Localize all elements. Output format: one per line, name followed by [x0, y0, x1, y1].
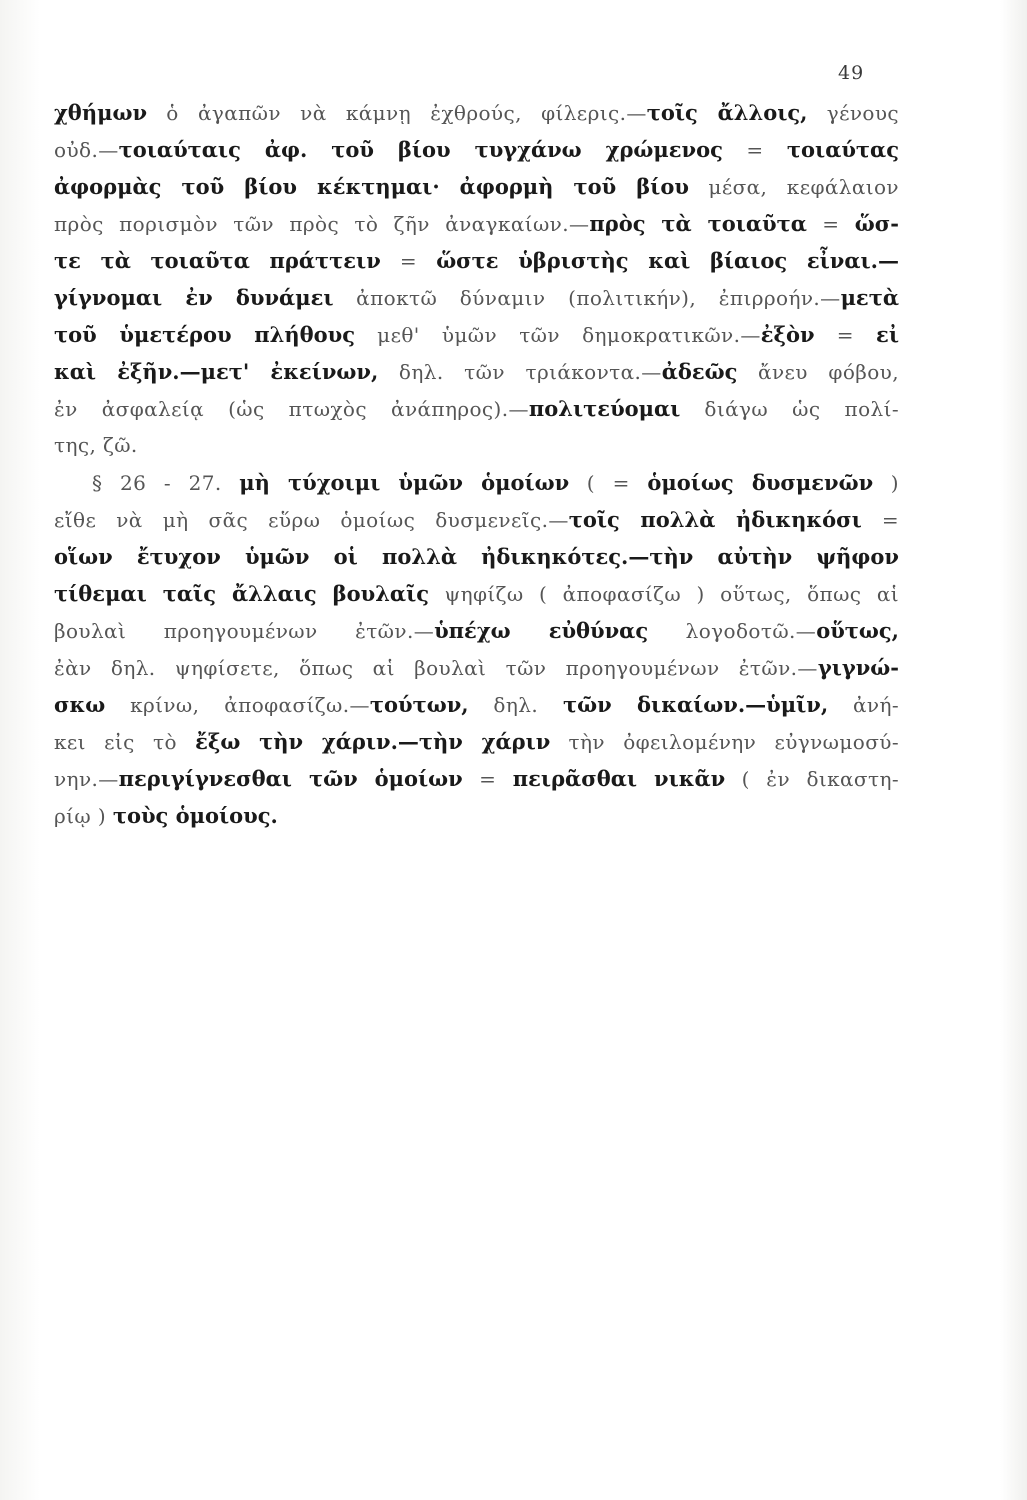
gloss-text: ἐν ἀσφαλείᾳ (ὡς πτωχὸς ἀνάπηρος).— — [54, 397, 529, 421]
lemma-term: πρὸς τὰ τοιαῦτα — [589, 211, 807, 236]
gloss-text: ρίῳ ) — [54, 804, 113, 828]
gloss-text: γένους — [807, 101, 899, 125]
gloss-text: ψηφίζω ( ἀποφασίζω ) οὕτως, ὅπως αἱ — [429, 582, 899, 606]
gloss-text: μέσα, κεφάλαιον — [688, 175, 899, 199]
lemma-term: τοῖς πολλὰ ἠδικηκόσι — [568, 507, 862, 532]
text-line — [54, 168, 899, 205]
lemma-term: ἀδεῶς — [661, 359, 738, 384]
lemma-term: τῶν δικαίων.—ὑμῖν, — [562, 692, 829, 717]
gloss-text: νην.— — [54, 767, 119, 791]
text-line — [54, 797, 899, 834]
gloss-text: ( = — [569, 471, 648, 495]
lemma-term: τοιαύτας — [786, 137, 899, 162]
gloss-text: οὐδ.— — [54, 138, 119, 162]
lemma-term: χθήμων — [54, 100, 148, 125]
text-line — [54, 686, 899, 723]
text-line — [54, 575, 899, 612]
gloss-text: ἐὰν δηλ. ψηφίσετε, ὅπως αἱ βουλαὶ τῶν προηγουμένων ἐτῶν.— — [54, 656, 818, 680]
gloss-text: ὁ ἀγαπῶν νὰ κάμνῃ ἐχθρούς, φίλερις.— — [147, 101, 647, 125]
lemma-term: ὁμοίως δυσμενῶν — [647, 470, 874, 495]
lemma-term: οὕτως, — [816, 618, 899, 643]
text-line — [54, 501, 899, 538]
gloss-text: λογοδοτῶ.— — [648, 619, 817, 643]
text-line — [54, 131, 899, 168]
lemma-term: μετὰ — [840, 285, 899, 310]
lemma-term: τοὺς ὁμοίους. — [112, 803, 278, 828]
lemma-term: τε τὰ τοιαῦτα πράττειν — [54, 248, 381, 273]
gloss-text: βουλαὶ προηγουμένων ἐτῶν.— — [54, 619, 435, 643]
lemma-term: ὥσ- — [854, 211, 899, 236]
lemma-term: τίθεμαι ταῖς ἄλλαις βουλαῖς — [54, 581, 430, 606]
gloss-text: = — [380, 249, 437, 273]
gloss-text: = — [806, 212, 855, 236]
gloss-text: της, ζῶ. — [54, 433, 138, 457]
lemma-term: ὑπέχω εὐθύνας — [434, 618, 649, 643]
gloss-text: ) — [873, 471, 899, 495]
gloss-text: πρὸς πορισμὸν τῶν πρὸς τὸ ζῆν ἀναγκαίων.— — [54, 212, 590, 236]
commentary-text — [54, 94, 899, 834]
lemma-term: τούτων, — [369, 692, 469, 717]
text-line — [54, 316, 899, 353]
lemma-term: γιγνώ- — [817, 655, 899, 680]
gloss-text: διάγω ὡς πολί- — [680, 397, 899, 421]
lemma-term: περιγίγνεσθαι τῶν ὁμοίων — [118, 766, 463, 791]
text-line — [54, 649, 899, 686]
gloss-text: ἄνευ φόβου, — [737, 360, 899, 384]
text-line — [54, 353, 899, 390]
lemma-term: σκω — [54, 692, 106, 717]
gloss-text: = — [462, 767, 513, 791]
gloss-text: εἴθε νὰ μὴ σᾶς εὕρω ὁμοίως δυσμενεῖς.— — [54, 508, 569, 532]
lemma-term: εἰ — [876, 322, 899, 347]
text-line — [54, 464, 899, 501]
text-line — [54, 279, 899, 316]
gloss-text: τὴν ὀφειλομένην εὐγνωμοσύ- — [550, 730, 899, 754]
gloss-text: ἀποκτῶ δύναμιν (πολιτικήν), ἐπιρροήν.— — [333, 286, 841, 310]
lemma-term: τοῦ ὑμετέρου πλήθους — [54, 322, 356, 347]
lemma-term: καὶ ἐξῆν.—μετ' ἐκείνων, — [54, 359, 379, 384]
text-line — [54, 205, 899, 242]
text-line — [54, 760, 899, 797]
lemma-term: πολιτεύομαι — [528, 396, 681, 421]
lemma-term: ἀφορμὰς τοῦ βίου κέκτημαι· ἀφορμὴ τοῦ βίου — [54, 174, 689, 199]
gloss-text: δηλ. τῶν τριάκοντα.— — [378, 360, 662, 384]
gloss-text: μεθ' ὑμῶν τῶν δημοκρατικῶν.— — [355, 323, 761, 347]
lemma-term: ὥστε ὑβριστὴς καὶ βίαιος εἶναι.— — [436, 248, 899, 273]
lemma-term: τοιαύταις ἀφ. τοῦ βίου τυγχάνω χρώμενος — [118, 137, 723, 162]
text-line — [54, 94, 899, 131]
page-number: 49 — [838, 62, 865, 84]
lemma-term: μὴ τύχοιμι ὑμῶν ὁμοίων — [239, 470, 570, 495]
gloss-text: = — [814, 323, 877, 347]
text-line — [54, 612, 899, 649]
gloss-text: δηλ. — [468, 693, 563, 717]
lemma-term: πειρᾶσθαι νικᾶν — [512, 766, 726, 791]
text-line — [54, 427, 899, 464]
gloss-text: = — [861, 508, 899, 532]
lemma-term: ἔξω τὴν χάριν.—τὴν χάριν — [195, 729, 551, 754]
gloss-text: = — [722, 138, 787, 162]
lemma-term: ἐξὸν — [760, 322, 815, 347]
gloss-text: § 26 - 27. — [92, 471, 240, 495]
lemma-term: γίγνομαι ἐν δυνάμει — [54, 285, 334, 310]
lemma-term: τοῖς ἄλλοις, — [646, 100, 808, 125]
text-line — [54, 242, 899, 279]
text-line — [54, 538, 899, 575]
gloss-text: ἀνή- — [828, 693, 899, 717]
gloss-text: κρίνω, ἀποφασίζω.— — [105, 693, 370, 717]
text-line — [54, 390, 899, 427]
gloss-text: ( ἐν δικαστη- — [725, 767, 899, 791]
lemma-term: οἵων ἔτυχον ὑμῶν οἱ πολλὰ ἠδικηκότες.—τὴν αὐτὴν ψῆφον — [54, 544, 899, 569]
gloss-text: κει εἰς τὸ — [54, 730, 196, 754]
text-line — [54, 723, 899, 760]
